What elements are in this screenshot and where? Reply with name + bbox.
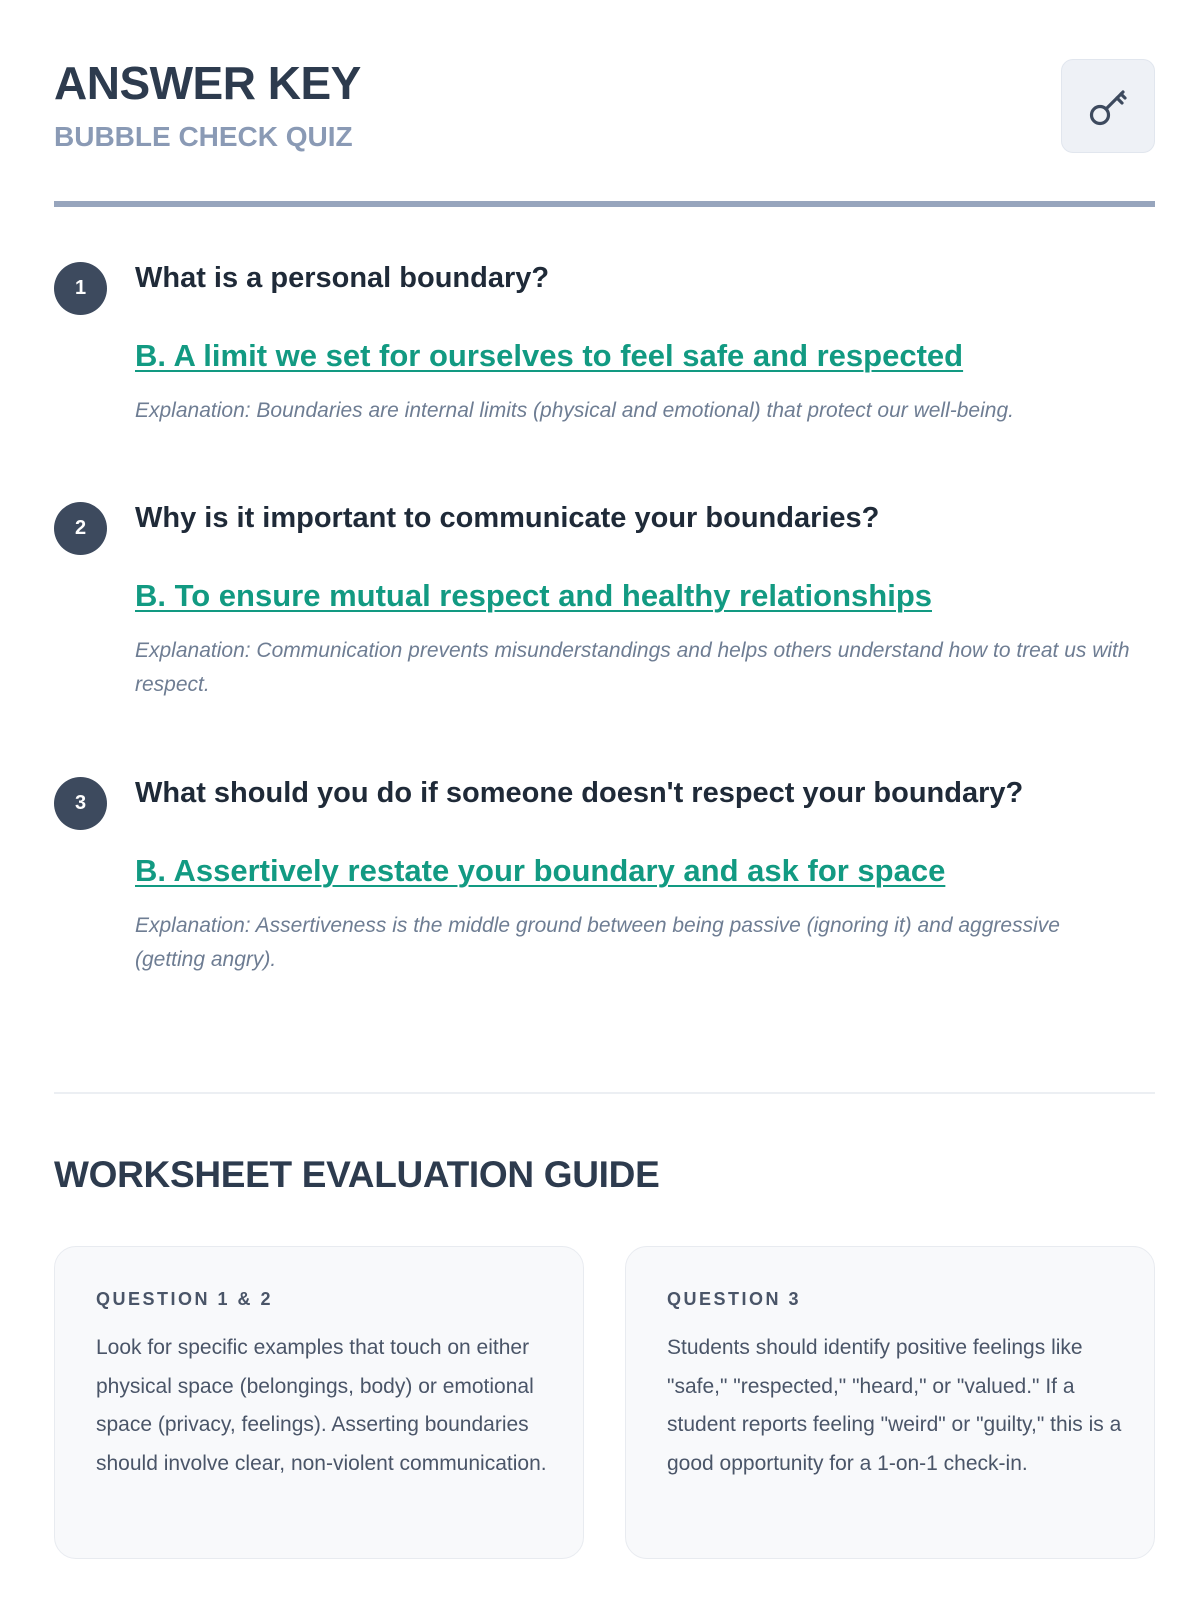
answer-explanation: Explanation: Boundaries are internal limits (physical and emotional) that protect our well-being. [135,399,1014,422]
card-label: QUESTION 3 [667,1289,802,1309]
page-header [54,56,1155,156]
evaluation-card-questions-1-2 [54,1246,584,1559]
question-text: What should you do if someone doesn't respect your boundary? [135,777,1024,809]
card-label: QUESTION 1 & 2 [96,1289,274,1309]
evaluation-card-question-3 [625,1246,1155,1559]
answer-link[interactable]: B. Assertively restate your boundary and ask for space [135,853,946,888]
question-number-badge: 1 [54,262,107,315]
header-divider [54,201,1155,207]
page-subtitle: BUBBLE CHECK QUIZ [54,121,353,152]
answer-link[interactable]: B. A limit we set for ourselves to feel safe and respected [135,338,964,373]
key-badge [1061,59,1155,153]
card-text: Students should identify positive feelings like "safe," "respected," "heard," or "valued." If a student reports feeling "weird" or "guilty," this is a good opportunity for a 1-on-1 check-in. [667,1336,1122,1475]
question-text: What is a personal boundary? [135,262,550,294]
section-divider [54,1092,1155,1094]
question-number-badge: 2 [54,502,107,555]
answer-explanation: Explanation: Assertiveness is the middle ground between being passive (ignoring it) and aggressive (getting angry). [135,914,1060,971]
answer-key-page [54,0,1155,1600]
answer-explanation: Explanation: Communication prevents misunderstandings and helps others understand how to treat us with respect. [135,639,1130,696]
question-text: Why is it important to communicate your boundaries? [135,502,880,534]
question-number-badge: 3 [54,777,107,830]
page-title: ANSWER KEY [54,57,361,109]
key-icon [1085,83,1133,131]
card-text: Look for specific examples that touch on either physical space (belongings, body) or emotional space (privacy, feelings). Asserting boundaries should involve clear, non-violent communication. [96,1336,547,1475]
evaluation-guide-title: WORKSHEET EVALUATION GUIDE [54,1154,660,1195]
answer-link[interactable]: B. To ensure mutual respect and healthy relationships [135,578,932,613]
